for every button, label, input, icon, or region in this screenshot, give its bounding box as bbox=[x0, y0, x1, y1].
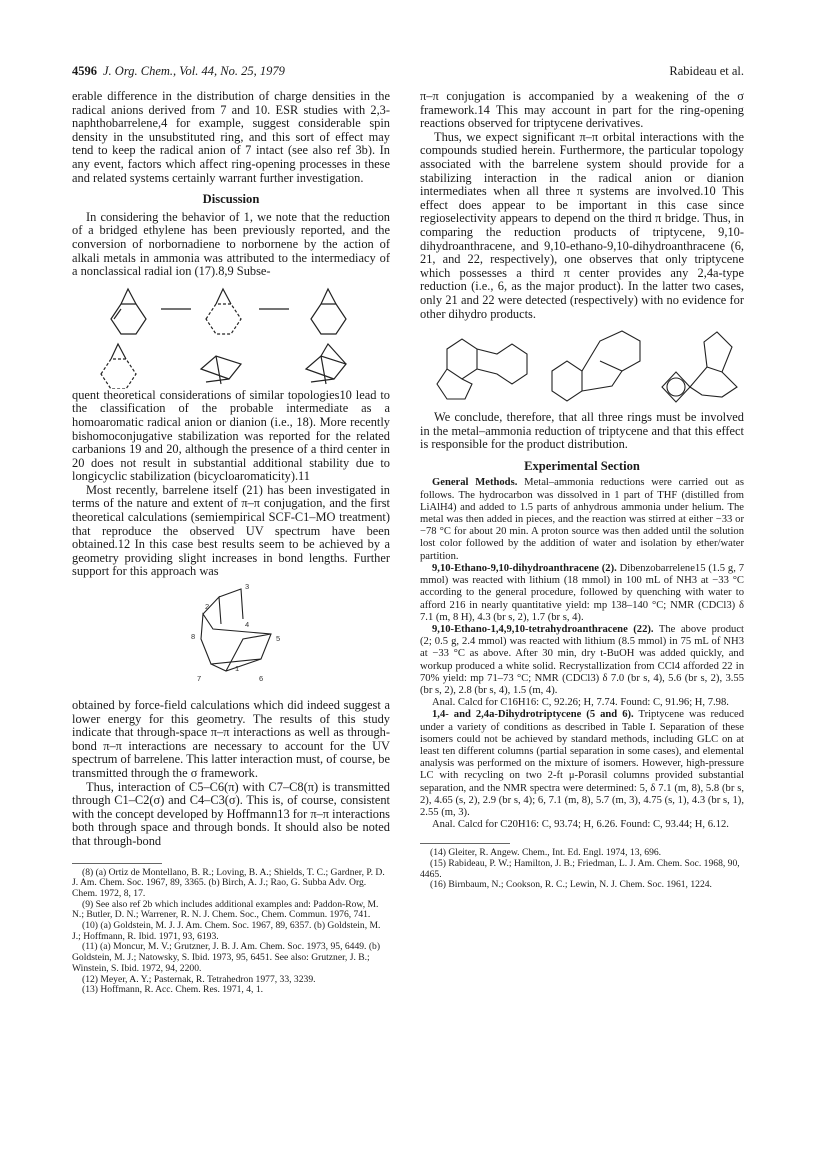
compound-5-6 bbox=[420, 709, 744, 819]
label-5: 5 bbox=[276, 634, 281, 644]
compound-5-6-analysis: Anal. Calcd for C20H16: C, 93.74; H, 6.26. Found: C, 93.44; H, 6.12. bbox=[432, 819, 729, 831]
footnote-10: (10) (a) Goldstein, M. J. J. Am. Chem. Soc. 1967, 89, 6357. (b) Goldstein, M. J.; Hoffmann, R. Ibid. 1971, 93, 6193. bbox=[72, 920, 381, 942]
structure-6 bbox=[437, 339, 527, 399]
compound-2 bbox=[420, 563, 744, 624]
label-4: 4 bbox=[245, 620, 250, 630]
label-3: 3 bbox=[245, 582, 250, 592]
footnote-rule bbox=[72, 863, 162, 864]
structure-20 bbox=[306, 344, 346, 384]
paragraph-discussion-1: In considering the behavior of 1, we note that the reduction of a bridged ethylene has been previously reported, and the conversion of norbornadiene to norbornene by the action of alkali metals in ammonia was attributed to the intermediacy of a nonclassical radial ion (17).8,9 Subse- bbox=[72, 209, 390, 279]
scheme-norbornadiene-reduction bbox=[81, 279, 381, 389]
footnote-12: (12) Meyer, A. Y.; Pasternak, R. Tetrahedron 1977, 33, 3239. bbox=[82, 973, 316, 985]
footnote-8: (8) (a) Ortiz de Montellano, B. R.; Loving, B. A.; Shields, T. C.; Gardner, P. D. J. Am. Chem. Soc. 1967, 89, 3365. (b) Birch, A. J.; Rao, G. Subba Adv. Org. Chem. 1972, 8, 17. bbox=[72, 866, 385, 899]
left-column bbox=[72, 90, 390, 996]
compound-22 bbox=[420, 624, 744, 697]
compound-22-analysis: Anal. Calcd for C16H16: C, 92.26; H, 7.74. Found: C, 91.96; H, 7.98. bbox=[432, 697, 729, 709]
compound-2-title: 9,10-Ethano-9,10-dihydroanthracene (2). bbox=[432, 562, 617, 574]
paragraph-discussion-4: obtained by force-field calculations which did indeed suggest a lower energy for this geometry. The results of this study indicate that through-space π–π interactions as well as through-bond π–π interactions are necessary to account for the UV spectrum of barrelene. This latter interaction must, of course, be transmitted through the σ framework. bbox=[72, 698, 390, 780]
compound-2-text: Dibenzobarrelene15 (1.5 g, 7 mmol) was reacted with lithium (18 mmol) in 100 mL of NH3 at −33 °C according to the general procedure, followed by quenching with water to afford 216 in nearly quantitative yield: mp 138–140 °C; NMR (CDCl3) δ 7.1 (m, 8 H), 4.3 (br s, 2), 1.7 (br s, 4). bbox=[420, 562, 744, 623]
footnote-11: (11) (a) Moncur, M. V.; Grutzner, J. B. J. Am. Chem. Soc. 1973, 95, 6449. (b) Goldstein, M. J.; Natowsky, S. Ibid. 1973, 95, 6451. See also: Grutzner, J. B.; Winstein, S. Ibid. 1972, 94, 2200. bbox=[72, 941, 381, 974]
general-methods bbox=[420, 477, 744, 562]
structure-radical-ion-17 bbox=[206, 289, 241, 334]
structure-21 bbox=[552, 331, 640, 401]
general-methods-text: Metal–ammonia reductions were carried out as follows. The hydrocarbon was dissolved in 1 part of THF (distilled from LiAlH4) and added to 1.5 parts of anhydrous ammonia under helium. The metal was then added in pieces, and the reaction was stirred at either −33 or −78 °C for about 20 min. A proton source was then added until the solution lost color followed by the addition of water and isolation by ether/water partition. bbox=[420, 477, 744, 562]
compound-22-title: 9,10-Ethano-1,4,9,10-tetrahydroanthracene (22). bbox=[432, 623, 654, 635]
barrelene-21-diagram bbox=[131, 579, 331, 699]
running-header bbox=[72, 64, 744, 80]
experimental-section bbox=[420, 477, 744, 831]
section-heading-experimental: Experimental Section bbox=[524, 458, 640, 473]
journal-citation: J. Org. Chem., Vol. 44, No. 25, 1979 bbox=[103, 64, 285, 78]
footnote-15: (15) Rabideau, P. W.; Hamilton, J. B.; Friedman, L. J. Am. Chem. Soc. 1968, 90, 4465. bbox=[420, 858, 740, 880]
header-left bbox=[72, 64, 285, 79]
label-8: 8 bbox=[191, 632, 196, 642]
structures-6-21-22 bbox=[422, 321, 742, 411]
paragraph-right-1: π–π conjugation is accompanied by a weakening of the σ framework.14 This may account in part for the ring-opening reactions observed for triptycene derivatives. bbox=[420, 89, 744, 131]
section-heading-discussion: Discussion bbox=[202, 192, 260, 207]
footnote-14: (14) Gleiter, R. Angew. Chem., Int. Ed. Engl. 1974, 13, 696. bbox=[430, 847, 662, 859]
compound-5-6-title: 1,4- and 2,4a-Dihydrotriptycene (5 and 6). bbox=[432, 709, 634, 721]
paragraph-right-3: We conclude, therefore, that all three rings must be involved in the metal–ammonia reduction of triptycene and that this effect is responsible for the product distribution. bbox=[420, 410, 744, 452]
structure-22 bbox=[662, 332, 737, 402]
paragraph-intro: erable difference in the distribution of charge densities in the radical anions derived from 7 and 10. ESR studies with 2,3-naphthobarrelene,4 for example, suggest considerable spin density in the unsubstituted ring, and this sort of effect may tend to keep the radical anion of 7 intact (see also ref 3b). In any event, factors which affect ring-opening processes in these and related systems certainly warrant further investigation. bbox=[72, 89, 390, 185]
header-authors: Rabideau et al. bbox=[669, 64, 744, 78]
footnote-16: (16) Birnbaum, N.; Cookson, R. C.; Lewin, N. J. Chem. Soc. 1961, 1224. bbox=[430, 879, 712, 891]
label-1: 1 bbox=[235, 664, 240, 674]
paragraph-right-2: Thus, we expect significant π–π orbital interactions with the compounds studied herein. Furthermore, the particular topology associated with the barrelene system should provide for a stabilizing interaction in the radical anion or dianion intermediates when all three π systems are involved.10 This effect does appear to be important in this case since regioselectivity appears to depend on the third π bridge. Thus, in comparing the reduction products of triptycene, 9,10-dihydroanthracene, and 9,10-ethano-9,10-dihydroanthracene (6, 21, and 22, respectively), one observes that only triptycene which possesses a third π center provides any 2,4a-type reduction (i.e., 6, as the major product). In the latter two cases, only 21 and 22 were detected (respectively) with no evidence for other dihydro products. bbox=[420, 129, 744, 321]
paragraph-discussion-5: Thus, interaction of C5–C6(π) with C7–C8(π) is transmitted through C1–C2(σ) and C4–C3(σ). This is, of course, consistent with the concept developed by Hoffmann13 for π–π interactions both through space and through bonds. It should also be noted that through-bond bbox=[72, 779, 390, 848]
structure-norbornadiene bbox=[111, 289, 146, 334]
page-number: 4596 bbox=[72, 64, 97, 78]
label-2: 2 bbox=[205, 602, 210, 612]
footnotes-right bbox=[420, 848, 744, 891]
footnotes-left bbox=[72, 868, 390, 996]
compound-22-text: The above product (2; 0.5 g, 2.4 mmol) was reacted with lithium (8.5 mmol) in 75 mL of NH3 at −33 °C as above. After 30 min, dry t-BuOH was added quickly, and workup produced a white solid. Recrystallization from CCl4 afforded 22 in 70% yield: mp 71–73 °C; NMR (CDCl3) δ 7.0 (br s, 4), 5.6 (br s, 2), 3.55 (br s, 2), 2.8 (br s, 4), 1.5 (m, 4). bbox=[420, 623, 745, 696]
compound-5-6-text: Triptycene was reduced under a variety of conditions as described in Table I. Separation of these isomers could not be achieved by standard methods, including GLC on at least ten different columns (partial separation in some cases), and elemental analysis was performed on the mixture of isomers. However, high-pressure LC with recycling on two 2-ft μ-Porasil columns provided substantial separation, and the NMR spectra were determined: 5, δ 7.1 (m, 8), 5.8 (br s, 2), 4.65 (s, 2), 2.9 (br s, 4); 6, 7.1 (m, 8), 5.7 (m, 3), 4.75 (s, 1), 4.3 (br s, 1), 2.55 (m, 3). bbox=[420, 709, 744, 818]
structure-norbornene bbox=[311, 289, 346, 334]
footnote-13: (13) Hoffmann, R. Acc. Chem. Res. 1971, 4, 1. bbox=[82, 984, 264, 996]
structure-19 bbox=[201, 356, 241, 384]
footnote-rule-right bbox=[420, 843, 510, 844]
structure-18 bbox=[101, 344, 136, 389]
label-7: 7 bbox=[197, 674, 202, 684]
right-column bbox=[420, 90, 744, 891]
paragraph-discussion-3: Most recently, barrelene itself (21) has been investigated in terms of the nature and extent of π–π conjugation, and the first theoretical calculations (semiempirical SCF-C1–MO treatment) that reproduce the observed UV spectrum have been obtained.12 In this case best results seem to be achieved by a geometry providing slight increases in bond lengths. Further support for this approach was bbox=[72, 482, 390, 579]
footnote-9: (9) See also ref 2b which includes additional examples and: Paddon-Row, M. N.; Butler, D. N.; Warrener, R. N. J. Chem. Soc., Chem. Commun. 1976, 741. bbox=[72, 898, 379, 921]
label-6: 6 bbox=[259, 674, 264, 684]
paragraph-discussion-2: quent theoretical considerations of similar topologies10 lead to the classification of the probable intermediate as a homoaromatic radical anion or dianion (i.e., 18). More recently bishomoconjugative stabilization was reported for the related carbanions 19 and 20, although the presence of a third center in 20 does not result in substantial additional stability due to longicyclic stabilization (bicycloaromaticity).11 bbox=[72, 387, 390, 484]
general-methods-title: General Methods. bbox=[432, 477, 518, 489]
